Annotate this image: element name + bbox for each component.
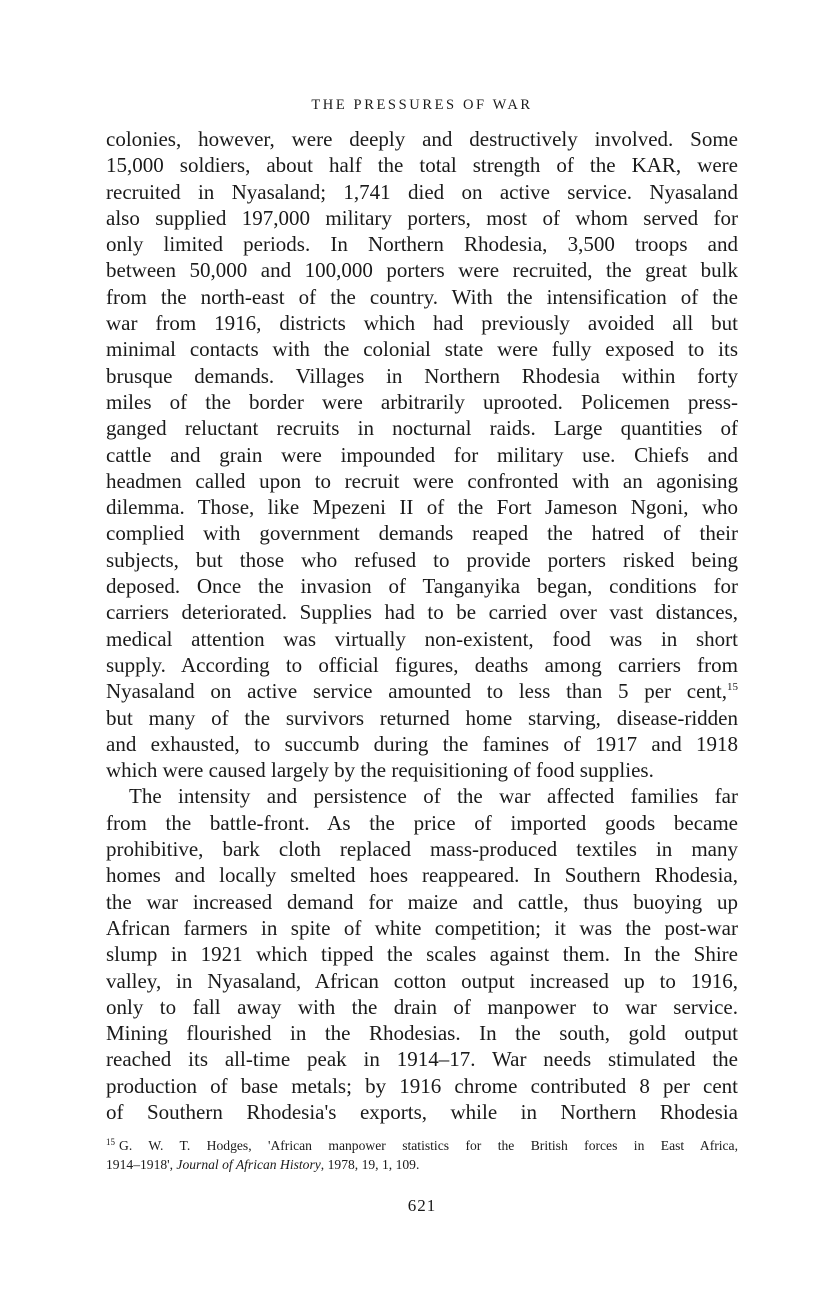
footnote-text: 1914–1918', xyxy=(106,1157,177,1172)
body-line: headmen called upon to recruit were confronted with an agonising xyxy=(106,468,738,493)
journal-title: Journal of African History xyxy=(176,1157,321,1172)
body-line: carriers deteriorated. Supplies had to be carried over vast distances, xyxy=(106,600,738,625)
body-line: brusque demands. Villages in Northern Rhodesia within forty xyxy=(106,363,738,388)
body-line: subjects, but those who refused to provide porters risked being xyxy=(106,547,738,572)
footnote-line xyxy=(106,1136,738,1155)
body-line-text: Nyasaland on active service amounted to less than 5 per cent, xyxy=(106,679,727,704)
body-line: valley, in Nyasaland, African cotton output increased up to 1916, xyxy=(106,968,738,993)
page-number: 621 xyxy=(407,1196,437,1215)
body-line: medical attention was virtually non-existent, food was in short xyxy=(106,626,738,651)
footnote-number: 15 xyxy=(106,1137,115,1147)
body-line: The intensity and persistence of the war affected families far xyxy=(129,784,738,809)
body-line: but many of the survivors returned home starving, disease-ridden xyxy=(106,705,738,730)
body-line: ganged reluctant recruits in nocturnal raids. Large quantities of xyxy=(106,416,738,441)
body-line: recruited in Nyasaland; 1,741 died on active service. Nyasaland xyxy=(106,179,738,204)
body-line: only limited periods. In Northern Rhodesia, 3,500 troops and xyxy=(106,232,738,257)
body-line: also supplied 197,000 military porters, most of whom served for xyxy=(106,205,738,230)
body-line: colonies, however, were deeply and destructively involved. Some xyxy=(106,127,738,151)
body-line: complied with government demands reaped the hatred of their xyxy=(106,521,738,546)
body-text xyxy=(106,126,738,1125)
body-line: prohibitive, bark cloth replaced mass-produced textiles in many xyxy=(106,837,738,862)
body-line: slump in 1921 which tipped the scales against them. In the Shire xyxy=(106,942,738,967)
body-line: production of base metals; by 1916 chrome contributed 8 per cent xyxy=(106,1073,738,1098)
body-line: and exhausted, to succumb during the famines of 1917 and 1918 xyxy=(106,731,738,756)
body-line: from the battle-front. As the price of imported goods became xyxy=(106,810,738,835)
footnote xyxy=(106,1136,738,1174)
footnote-citation: , 1978, 19, 1, 109. xyxy=(320,1157,420,1172)
body-line: Mining flourished in the Rhodesias. In the south, gold output xyxy=(106,1021,738,1046)
running-head: THE PRESSURES OF WAR xyxy=(311,97,533,113)
body-line: of Southern Rhodesia's exports, while in Northern Rhodesia xyxy=(106,1099,738,1124)
body-line: cattle and grain were impounded for military use. Chiefs and xyxy=(106,442,738,467)
body-line: from the north-east of the country. With the intensification of the xyxy=(106,284,738,309)
body-line: deposed. Once the invasion of Tanganyika began, conditions for xyxy=(106,574,738,599)
body-line-with-note xyxy=(106,678,738,704)
body-line: the war increased demand for maize and cattle, thus buoying up xyxy=(106,889,738,914)
footnote-text: G. W. T. Hodges, 'African manpower statistics for the British forces in East Africa, xyxy=(119,1138,738,1153)
body-line: between 50,000 and 100,000 porters were recruited, the great bulk xyxy=(106,258,738,283)
body-line: miles of the border were arbitrarily uprooted. Policemen press- xyxy=(106,389,738,414)
body-line: only to fall away with the drain of manpower to war service. xyxy=(106,994,738,1019)
body-line: war from 1916, districts which had previously avoided all but xyxy=(106,311,738,336)
footnote-reference: 15 xyxy=(727,681,738,694)
body-line: reached its all-time peak in 1914–17. War needs stimulated the xyxy=(106,1047,738,1072)
body-line: homes and locally smelted hoes reappeared. In Southern Rhodesia, xyxy=(106,863,738,888)
body-line: African farmers in spite of white competition; it was the post-war xyxy=(106,915,738,940)
body-line: dilemma. Those, like Mpezeni II of the Fort Jameson Ngoni, who xyxy=(106,495,738,520)
body-line: which were caused largely by the requisitioning of food supplies. xyxy=(106,758,654,783)
body-line: supply. According to official figures, deaths among carriers from xyxy=(106,652,738,677)
footnote-line xyxy=(106,1155,738,1174)
body-line: 15,000 soldiers, about half the total strength of the KAR, were xyxy=(106,153,738,178)
body-line: minimal contacts with the colonial state were fully exposed to its xyxy=(106,337,738,362)
